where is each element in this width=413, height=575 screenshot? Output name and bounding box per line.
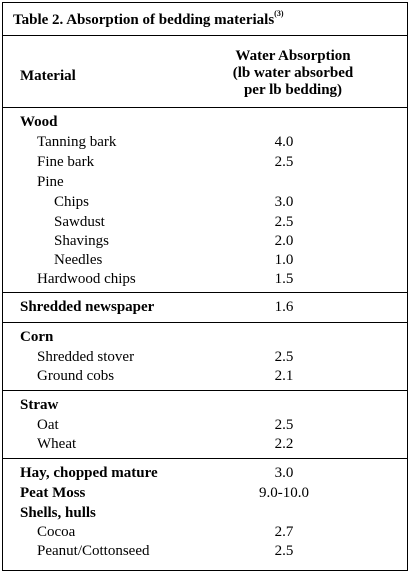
table-title-bar — [3, 3, 407, 36]
table-row — [3, 233, 407, 253]
column-header-water-absorption — [219, 48, 367, 99]
group-divider — [3, 292, 407, 293]
row-label: Cocoa — [37, 524, 76, 540]
row-label: Corn — [20, 329, 54, 345]
row-value: 2.7 — [274, 524, 294, 540]
row-value: 9.0-10.0 — [259, 485, 309, 501]
absorption-table — [2, 2, 408, 571]
column-header-line-1: Water Absorption — [235, 48, 351, 64]
row-value: 1.6 — [274, 299, 294, 315]
table-row — [3, 194, 407, 214]
row-value: 3.0 — [274, 194, 294, 210]
table-row — [3, 114, 407, 134]
table-row — [3, 397, 407, 417]
group-divider — [3, 322, 407, 323]
table-header — [3, 36, 407, 108]
table-row — [3, 174, 407, 194]
row-label: Shredded stover — [37, 349, 135, 365]
table-row — [3, 436, 407, 456]
row-label: Wheat — [37, 436, 77, 452]
row-value: 1.0 — [274, 252, 294, 268]
table-row — [3, 465, 407, 485]
table-row — [3, 349, 407, 369]
row-label: Shavings — [54, 233, 110, 249]
table-row — [3, 214, 407, 234]
row-value: 2.5 — [274, 214, 294, 230]
column-header-line-3: per lb bedding) — [243, 82, 343, 98]
row-label: Fine bark — [37, 154, 95, 170]
title-reference: (3) — [274, 9, 284, 18]
table-row — [3, 329, 407, 349]
table-row — [3, 485, 407, 505]
row-value: 2.5 — [274, 543, 294, 559]
row-label: Hay, chopped mature — [20, 465, 158, 481]
row-label: Peanut/Cottonseed — [37, 543, 150, 559]
row-label: Ground cobs — [37, 368, 115, 384]
row-label: Peat Moss — [20, 485, 86, 501]
row-label: Hardwood chips — [37, 271, 136, 287]
row-value: 4.0 — [274, 134, 294, 150]
table-row — [3, 417, 407, 437]
table-row — [3, 134, 407, 154]
row-label: Oat — [37, 417, 59, 433]
row-label: Tanning bark — [37, 134, 117, 150]
row-label: Straw — [20, 397, 59, 413]
row-value: 1.5 — [274, 271, 294, 287]
row-value: 2.5 — [274, 349, 294, 365]
table-row — [3, 524, 407, 544]
group-divider — [3, 390, 407, 391]
row-value: 3.0 — [274, 465, 294, 481]
row-label: Sawdust — [54, 214, 105, 230]
table-title-text: Table 2. Absorption of bedding materials — [13, 12, 275, 28]
row-value: 2.1 — [274, 368, 294, 384]
column-header-line-2: (lb water absorbed — [232, 65, 354, 81]
group-divider — [3, 458, 407, 459]
row-label: Pine — [37, 174, 64, 190]
row-label: Needles — [54, 252, 103, 268]
row-label: Shells, hulls — [20, 505, 96, 521]
row-value: 2.0 — [274, 233, 294, 249]
table-row — [3, 252, 407, 272]
table-row — [3, 154, 407, 174]
row-label: Wood — [20, 114, 58, 130]
row-value: 2.5 — [274, 417, 294, 433]
table-title — [13, 11, 283, 29]
table-row — [3, 543, 407, 563]
row-label: Shredded newspaper — [20, 299, 155, 315]
row-value: 2.2 — [274, 436, 294, 452]
table-row — [3, 368, 407, 388]
table-row — [3, 271, 407, 291]
table-row — [3, 299, 407, 319]
table-row — [3, 505, 407, 525]
column-header-material: Material — [20, 68, 76, 84]
row-value: 2.5 — [274, 154, 294, 170]
row-label: Chips — [54, 194, 90, 210]
